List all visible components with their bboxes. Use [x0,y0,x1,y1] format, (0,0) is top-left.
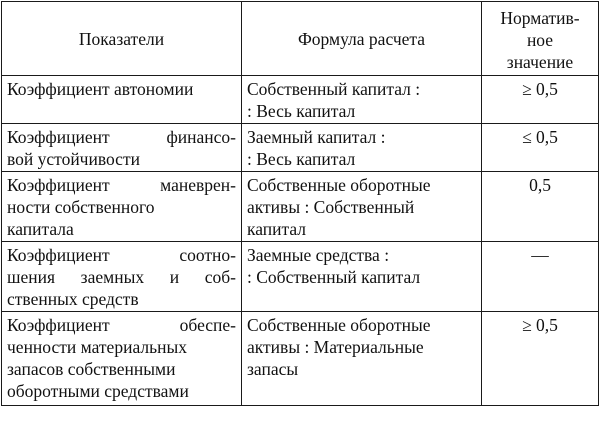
norm-cell: — [482,242,599,312]
indicator-cell: Коэффициент соотно- шения заемных и соб- ственных средств [2,242,242,312]
table-row [2,242,599,312]
norm-cell: ≥ 0,5 [482,76,599,124]
header-indicator: Показатели [2,2,242,76]
indicator-cell: Коэффициент финансо- вой устойчивости [2,124,242,172]
indicator-cell: Коэффициент маневрен- ности собственного капитала [2,172,242,242]
norm-cell: 0,5 [482,172,599,242]
ratios-table-container [1,1,598,406]
formula-cell: Собственные оборотные активы : Материальные запасы [242,312,482,406]
formula-cell: Заемные средства : : Собственный капитал [242,242,482,312]
formula-cell: Собственные оборотные активы : Собственный капитал [242,172,482,242]
indicator-cell: Коэффициент обеспе- ченности материальных запасов собственными оборотными средствами [2,312,242,406]
header-norm: Норматив- ное значение [482,2,599,76]
norm-cell: ≤ 0,5 [482,124,599,172]
table-row [2,124,599,172]
header-formula: Формула расчета [242,2,482,76]
table-row [2,172,599,242]
table-row [2,76,599,124]
indicator-cell: Коэффициент автономии [2,76,242,124]
financial-ratios-table [1,1,599,406]
norm-cell: ≥ 0,5 [482,312,599,406]
formula-cell: Собственный капитал : : Весь капитал [242,76,482,124]
table-row [2,312,599,406]
header-row [2,2,599,76]
formula-cell: Заемный капитал : : Весь капитал [242,124,482,172]
